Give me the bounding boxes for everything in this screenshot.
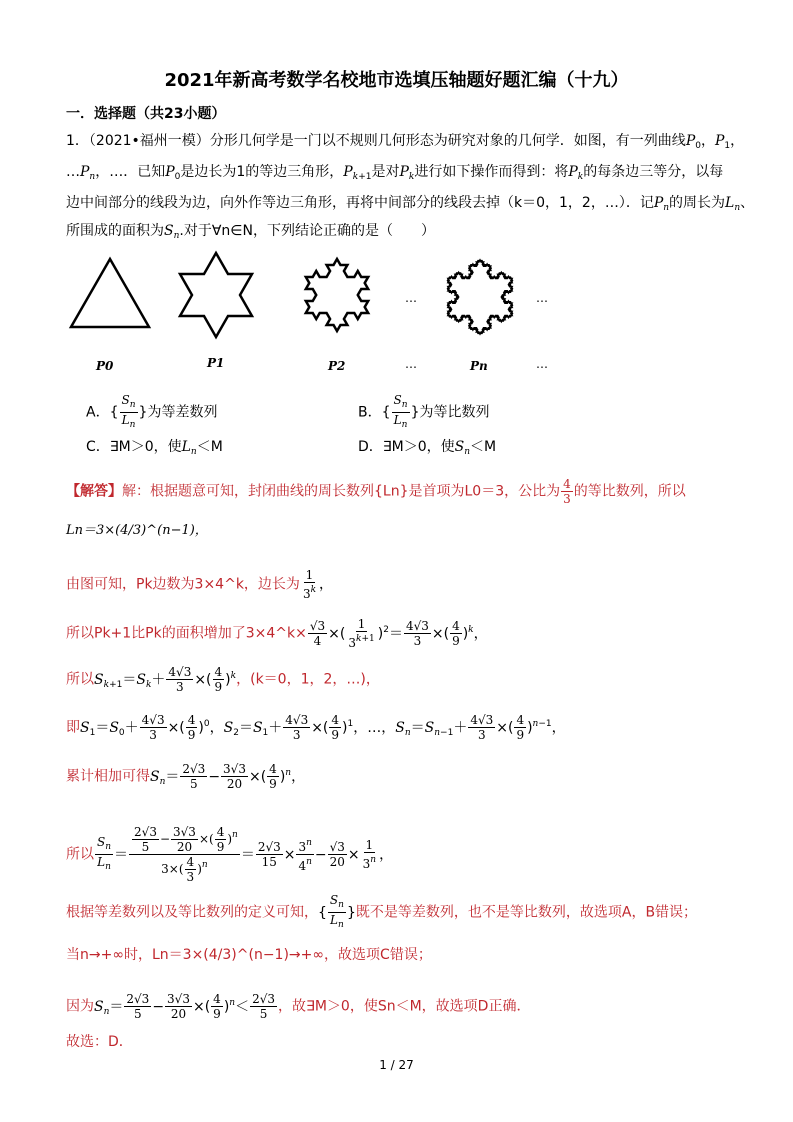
solution-series: 即$S_1=S_0+$ $\frac{4√3}{3}$ ×( $\frac{4}{9}$ )$^0$，$S_2=S_1+$ $\frac{4√3}{3}$ ×( $\frac{4}{9}$ )$^1$，…，$S_n=S_{n-1}+$ $\frac{4√3}{3}$ ×( $\frac{4}{9}$ )$^{n-1}$， [66,713,566,742]
question-text: 分形几何学是一门以不规则几何形态为研究对象的几何学．如图，有一列曲线 [209,133,686,149]
question-text: 是对 [371,164,400,180]
solution-text: ，(k＝0，1，2，…)， [236,671,380,688]
question-text: .对于∀n∈N，下列结论正确的是（ ） [179,223,435,239]
question-text: 进行如下操作而得到：将 [414,164,569,180]
solution-ratio: 所以 $\frac{S_n}{L_n}$ ＝ $\frac{2√3}{5}$ − $\frac{3√3}{20}$ ×( $\frac{4}{9}$ )$^n$ 3×( $\frac{4}{3}$ )$^n$ ＝ $\frac{2√3}{15}$ × $\frac{3^n}{4^n}$ − $\frac{√3}{20}$ × $\frac{1}{3^n}$ ， [66,825,394,884]
solution-text: 所以 [66,671,94,688]
question-number: 1． [66,133,89,149]
question-source: （2021•福州一模） [88,133,210,149]
dots-2: … [536,291,548,305]
solution-text: 既不是等差数列，也不是等比数列，故选项A，B错误； [355,904,698,921]
question-line-4: 所围成的面积为$S_n$.对于∀n∈N，下列结论正确的是（ ） [66,223,435,241]
solution-conclude: 根据等差数列以及等比数列的定义可知，{ $\frac{S_n}{L_n}$ }既不是等差数列，也不是等比数列，故选项A，B错误； [66,893,698,930]
solution-text: 累计相加可得 [66,768,150,785]
solution-text: ，故∃M＞0，使Sn＜M，故选项D正确． [278,998,531,1015]
option-b-letter: B． [358,404,382,421]
option-d[interactable]: D．∃M＞0，使$S_n<M$ [358,439,497,457]
solution-text: 所以 [66,846,94,863]
section-heading: 一．选择题（共23小题） [66,106,226,122]
page-title: 2021年新高考数学名校地市选填压轴题好题汇编（十九） [164,70,629,91]
solution-text: 即 [66,719,80,736]
solution-d: 因为$S_n=$ $\frac{2√3}{5}$ − $\frac{3√3}{20}$ ×( $\frac{4}{9}$ )$^n$＜ $\frac{2√3}{5}$ ，故∃M＞0，使Sn＜M，故选项D正确． [66,992,531,1021]
option-a[interactable]: A．{ $\frac{S_n}{L_n}$ }为等差数列 [86,393,218,430]
star-p1-icon [180,253,252,337]
solution-text: 的等比数列，所以 [573,483,686,500]
solution-edges: 由图可知，Pk边数为3×4^k，边长为 $\frac{1}{3^k}$ ， [66,568,334,601]
question-line-3: 边中间部分的线段为边，向外作等边三角形，再将中间部分的线段去掉（k＝0，1，2，…）．记$P_n$的周长为$L_n$、 [66,195,755,213]
solution-Sk: 所以$S_{k+1}=S_k+$ $\frac{4√3}{3}$ ×( $\frac{4}{9}$ )$^k$，(k＝0，1，2，…)， [66,665,380,694]
label-p0: P0 [96,359,114,373]
snowflake-p2-icon [306,259,368,331]
solution-text: 所以Pk+1比Pk的面积增加了3×4^k× [66,625,307,642]
formula-Ln [66,520,208,541]
question-text: 的周长为 [669,195,726,211]
solution-text: 因为 [66,998,94,1015]
question-text: 边中间部分的线段为边，向外作等边三角形，再将中间部分的线段去掉（k＝0，1，2，…）．记 [66,195,654,211]
solution-intro: 【解答】解：根据题意可知，封闭曲线的周长数列{Ln}是首项为L0＝3，公比为 $\frac{4}{3}$ 的等比数列，所以 [66,477,686,506]
dots-1: … [405,291,417,305]
solution-area: 所以Pk+1比Pk的面积增加了3×4^k× $\frac{√3}{4}$ ×( $\frac{1}{3^{k+1}}$ )$^2$＝ $\frac{4√3}{3}$ ×( $\frac{4}{9}$ )$^k$， [66,617,488,650]
fractal-figure [60,245,560,385]
punct: 、 [740,195,755,211]
option-d-text: ＜M [470,439,497,455]
option-d-letter: D．∃M＞0，使 [358,439,455,455]
option-c-text: ＜M [196,439,223,455]
page-number: 1 / 27 [379,1058,414,1072]
question-text: 的每条边三等分，以每 [583,164,724,180]
question-line-2: $\dots P_n$，…．已知$P_0$是边长为1的等边三角形，$P_{k+1}$是对$P_k$进行如下操作而得到：将$P_k$的每条边三等分，以每 [66,164,724,182]
question-text: 是边长为1的等边三角形， [180,164,344,180]
solution-c [66,945,432,965]
label-p1: P1 [207,356,225,370]
option-b-text: 为等比数列 [419,404,490,421]
label-pn: Pn [470,359,488,373]
formula-Ln-text: Ln＝3×(4/3)^(n−1)， [66,523,208,538]
solution-text: 由图可知，Pk边数为3×4^k，边长为 [66,576,300,593]
punct: ， [730,133,745,149]
solution-sum: 累计相加可得$S_n=$ $\frac{2√3}{5}$ − $\frac{3√3}{20}$ ×( $\frac{4}{9}$ )$^n$， [66,762,306,791]
option-b[interactable]: B．{ $\frac{S_n}{L_n}$ }为等比数列 [358,393,490,430]
ellipsis: … [66,164,80,180]
question-text: ，…．已知 [95,164,166,180]
snowflake-pn-icon [448,260,512,334]
dots-4: … [536,357,548,371]
solution-answer: 故选：D． [66,1034,133,1050]
solution-text: 当n→+∞时，Ln＝3×(4/3)^(n−1)→+∞，故选项C错误； [66,947,432,963]
question-text: 所围成的面积为 [66,223,164,239]
solution-tag: 【解答】 [66,483,122,500]
option-a-letter: A． [86,404,110,421]
triangle-p0-icon [71,259,149,327]
option-c[interactable]: C．∃M＞0，使$L_n<M$ [86,439,223,457]
dots-3: … [405,357,417,371]
solution-text: 根据等差数列以及等比数列的定义可知， [66,904,318,921]
solution-text: 解：根据题意可知，封闭曲线的周长数列{Ln}是首项为L0＝3，公比为 [122,483,561,500]
option-c-letter: C．∃M＞0，使 [86,439,182,455]
question-line-1: 1．（2021•福州一模）分形几何学是一门以不规则几何形态为研究对象的几何学．如图，有一列曲线$P_0$，$P_1$， [66,133,745,151]
option-a-text: 为等差数列 [147,404,218,421]
label-p2: P2 [328,359,346,373]
